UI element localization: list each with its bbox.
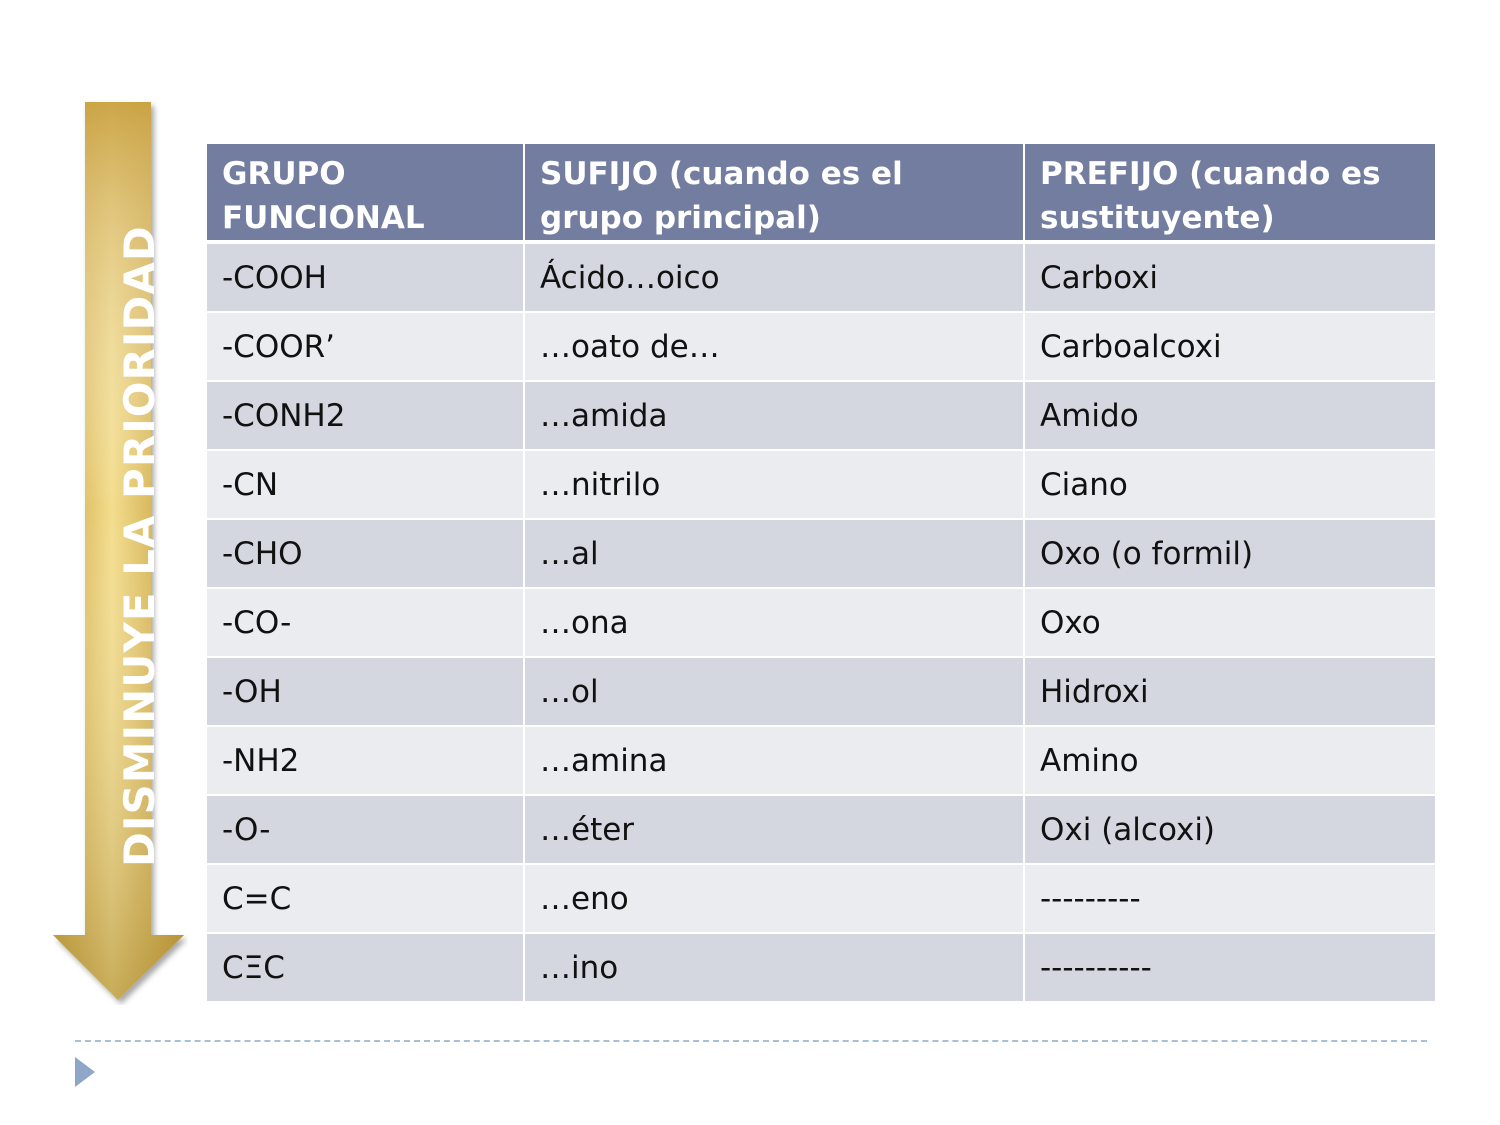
priority-arrow-label: DISMINUYE LA PRIORIDAD (115, 225, 164, 867)
cell-prefix: Oxo (o formil) (1025, 520, 1435, 589)
table-row (207, 727, 1435, 796)
header-grupo-funcional: GRUPO FUNCIONAL (207, 144, 525, 244)
cell-group: C=C (207, 865, 525, 934)
cell-group: -CN (207, 451, 525, 520)
cell-prefix: Carboxi (1025, 244, 1435, 313)
cell-prefix: Amido (1025, 382, 1435, 451)
cell-group: -OH (207, 658, 525, 727)
table-row (207, 451, 1435, 520)
cell-prefix: Amino (1025, 727, 1435, 796)
table-row (207, 865, 1435, 934)
table-row (207, 313, 1435, 382)
table-row (207, 589, 1435, 658)
cell-suffix: …amina (525, 727, 1025, 796)
cell-group: -COOH (207, 244, 525, 313)
functional-groups-table (207, 144, 1435, 1003)
cell-suffix: …eno (525, 865, 1025, 934)
cell-suffix: …al (525, 520, 1025, 589)
table-row (207, 934, 1435, 1003)
cell-suffix: Ácido…oico (525, 244, 1025, 313)
cell-prefix: --------- (1025, 865, 1435, 934)
table-row (207, 244, 1435, 313)
cell-suffix: …éter (525, 796, 1025, 865)
cell-prefix: Ciano (1025, 451, 1435, 520)
cell-group: -CO- (207, 589, 525, 658)
cell-group: -CONH2 (207, 382, 525, 451)
cell-suffix: …ino (525, 934, 1025, 1003)
footer-divider (75, 1040, 1427, 1042)
cell-group: -NH2 (207, 727, 525, 796)
cell-prefix: Oxi (alcoxi) (1025, 796, 1435, 865)
header-sufijo: SUFIJO (cuando es el grupo principal) (525, 144, 1025, 244)
cell-suffix: …oato de… (525, 313, 1025, 382)
table-header-row (207, 144, 1435, 244)
table-row (207, 520, 1435, 589)
cell-prefix: ---------- (1025, 934, 1435, 1003)
cell-suffix: …nitrilo (525, 451, 1025, 520)
cell-suffix: …ona (525, 589, 1025, 658)
cell-prefix: Carboalcoxi (1025, 313, 1435, 382)
table-row (207, 658, 1435, 727)
cell-prefix: Hidroxi (1025, 658, 1435, 727)
table-row (207, 382, 1435, 451)
cell-suffix: …amida (525, 382, 1025, 451)
cell-group: -CHO (207, 520, 525, 589)
table-row (207, 796, 1435, 865)
cell-group: -O- (207, 796, 525, 865)
cell-suffix: …ol (525, 658, 1025, 727)
header-prefijo: PREFIJO (cuando es sustituyente) (1025, 144, 1435, 244)
cell-group: CΞC (207, 934, 525, 1003)
triangle-right-icon (75, 1057, 95, 1087)
cell-prefix: Oxo (1025, 589, 1435, 658)
cell-group: -COOR’ (207, 313, 525, 382)
